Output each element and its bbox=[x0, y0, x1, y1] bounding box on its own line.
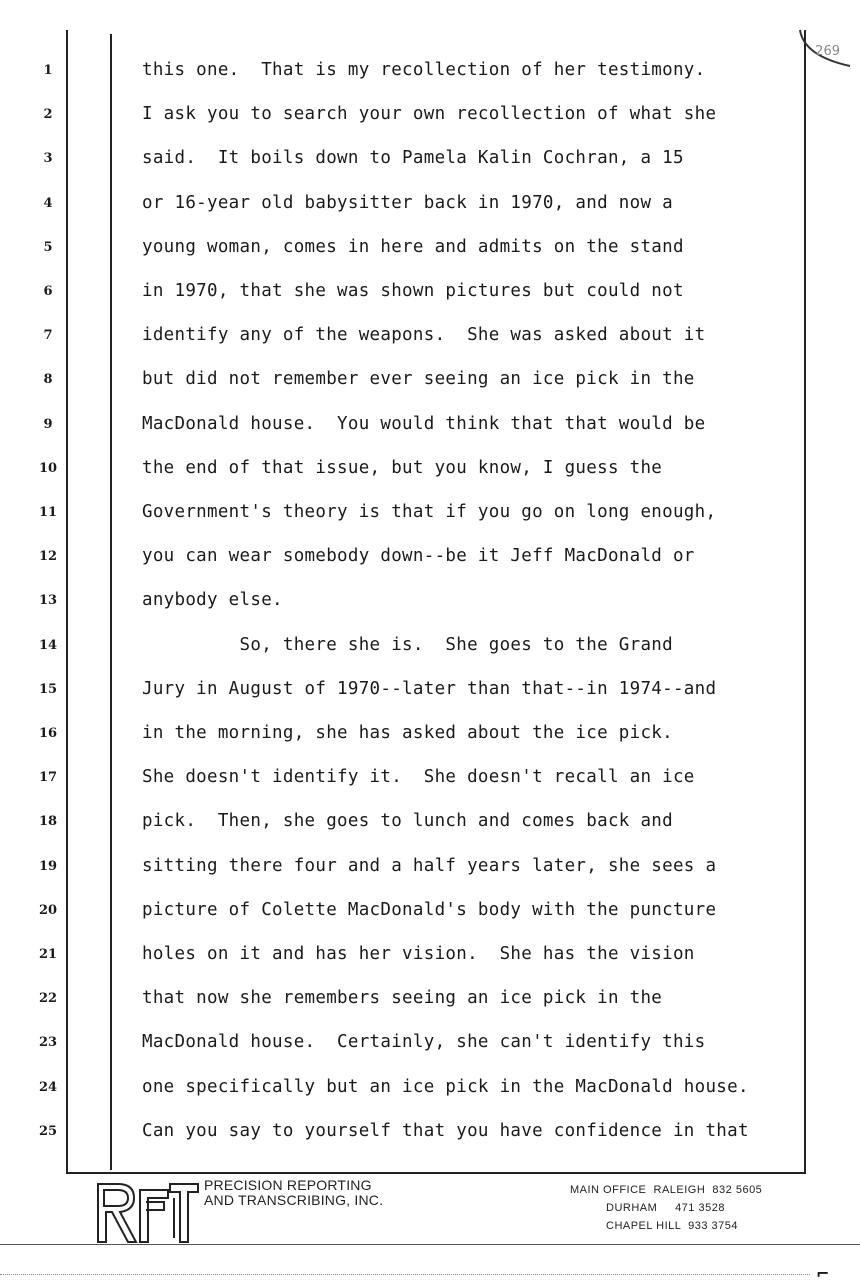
line-number: 13 bbox=[38, 593, 58, 609]
line-number: 12 bbox=[38, 549, 58, 565]
office-row bbox=[570, 1184, 762, 1202]
transcript-line: holes on it and has her vision. She has the vision bbox=[142, 944, 695, 964]
line-number: 9 bbox=[43, 416, 53, 432]
line-number: 15 bbox=[38, 681, 58, 697]
transcript-line: that now she remembers seeing an ice pick in the bbox=[142, 988, 663, 1009]
office-label: MAIN OFFICE RALEIGH bbox=[570, 1184, 706, 1196]
transcript-line: pick. Then, she goes to lunch and comes back and bbox=[142, 811, 673, 832]
transcript-line: said. It boils down to Pamela Kalin Cochran, a 15 bbox=[142, 148, 684, 169]
corner-mark: ⌐ bbox=[816, 1264, 830, 1283]
footer-rule bbox=[0, 1244, 860, 1245]
transcript-line: She doesn't identify it. She doesn't recall an ice bbox=[142, 767, 695, 788]
line-number: 4 bbox=[43, 195, 53, 211]
line-number: 2 bbox=[43, 107, 53, 123]
line-number: 3 bbox=[43, 151, 53, 167]
page-number-stamp: 269 bbox=[815, 44, 840, 59]
page-corner-fold bbox=[760, 0, 860, 70]
transcript-line: one specifically but an ice pick in the MacDonald house. bbox=[142, 1076, 749, 1097]
transcript-line: I ask you to search your own recollection of what she bbox=[142, 104, 717, 125]
office-label: DURHAM bbox=[606, 1202, 658, 1214]
transcript-line: sitting there four and a half years later, she sees a bbox=[142, 855, 717, 876]
page-footer bbox=[0, 1178, 860, 1286]
company-logo bbox=[90, 1180, 200, 1246]
line-number: 22 bbox=[38, 991, 58, 1007]
line-number: 18 bbox=[38, 814, 58, 830]
office-row bbox=[570, 1202, 762, 1220]
company-name-line2: AND TRANSCRIBING, INC. bbox=[204, 1192, 384, 1208]
line-number: 14 bbox=[38, 637, 58, 653]
transcript-line: picture of Colette MacDonald's body with the puncture bbox=[142, 899, 717, 920]
line-number-rule bbox=[110, 34, 112, 1170]
office-phone: 933 3754 bbox=[688, 1220, 739, 1232]
transcript-line: anybody else. bbox=[142, 590, 283, 611]
line-number: 7 bbox=[43, 328, 53, 344]
line-number: 25 bbox=[38, 1123, 58, 1139]
transcript-line: Government's theory is that if you go on long enough, bbox=[142, 502, 717, 522]
office-phone: 832 5605 bbox=[712, 1184, 763, 1196]
office-row bbox=[570, 1220, 762, 1238]
transcript-line: in the morning, she has asked about the ice pick. bbox=[142, 723, 673, 743]
transcript-line: or 16-year old babysitter back in 1970, and now a bbox=[142, 192, 673, 213]
transcript-line: Jury in August of 1970--later than that--in 1974--and bbox=[142, 678, 717, 699]
transcript-line: this one. That is my recollection of her testimony. bbox=[142, 60, 706, 80]
line-number: 1 bbox=[43, 63, 53, 78]
line-number: 20 bbox=[38, 902, 58, 918]
transcript-line: MacDonald house. You would think that that would be bbox=[142, 413, 706, 434]
line-number: 5 bbox=[43, 239, 53, 255]
office-phone: 471 3528 bbox=[675, 1202, 725, 1214]
transcript-line: you can wear somebody down--be it Jeff MacDonald or bbox=[142, 546, 695, 567]
line-number: 16 bbox=[38, 726, 58, 741]
line-number: 24 bbox=[38, 1079, 58, 1095]
company-name-line1: PRECISION REPORTING bbox=[204, 1177, 372, 1193]
office-list bbox=[570, 1184, 762, 1238]
transcript-line: the end of that issue, but you know, I guess the bbox=[142, 457, 663, 478]
line-number: 6 bbox=[43, 284, 53, 299]
transcript-line: So, there she is. She goes to the Grand bbox=[142, 634, 673, 655]
line-number: 17 bbox=[38, 770, 58, 786]
company-name bbox=[204, 1178, 383, 1208]
transcript-line: Can you say to yourself that you have confidence in that bbox=[142, 1120, 749, 1141]
transcript-line: in 1970, that she was shown pictures but could not bbox=[142, 281, 684, 301]
transcript-line: MacDonald house. Certainly, she can't identify this bbox=[142, 1032, 706, 1053]
transcript-line: identify any of the weapons. She was asked about it bbox=[142, 325, 706, 346]
transcript-line: young woman, comes in here and admits on the stand bbox=[142, 236, 684, 257]
office-label: CHAPEL HILL bbox=[606, 1220, 681, 1232]
line-number: 10 bbox=[38, 460, 58, 476]
line-number: 21 bbox=[38, 947, 58, 962]
line-number: 23 bbox=[38, 1035, 58, 1051]
line-number: 8 bbox=[43, 372, 53, 388]
line-number: 11 bbox=[38, 505, 58, 520]
line-number: 19 bbox=[38, 858, 58, 874]
scan-edge bbox=[0, 1274, 810, 1275]
transcript-line: but did not remember ever seeing an ice pick in the bbox=[142, 369, 695, 390]
